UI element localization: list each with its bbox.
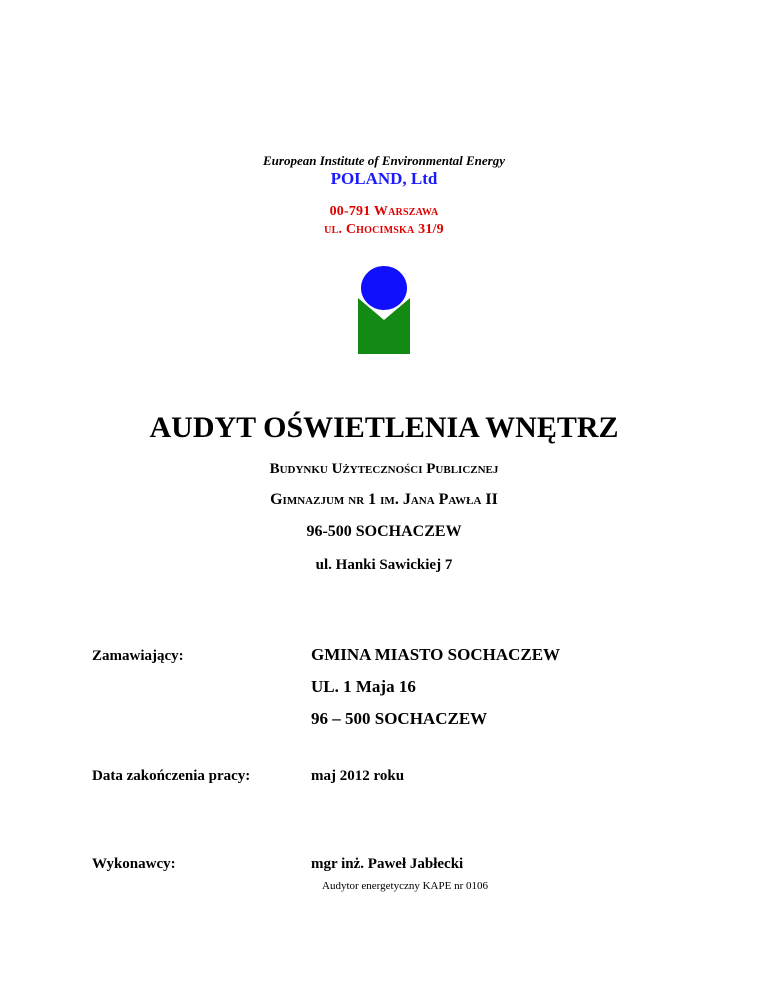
contractors-label: Wykonawcy:	[92, 856, 176, 872]
completion-label: Data zakończenia pracy:	[92, 768, 251, 784]
eiee-logo-icon	[358, 266, 410, 354]
client-city: 96 – 500 SOCHACZEW	[311, 709, 488, 728]
client-name: GMINA MIASTO SOCHACZEW	[311, 645, 561, 664]
client-label: Zamawiający:	[92, 648, 184, 664]
institute-name: European Institute of Environmental Energy	[263, 153, 505, 168]
institute-address-line1: 00-791 Warszawa	[329, 204, 439, 219]
institute-address-line2: ul. Chocimska 31/9	[324, 222, 444, 237]
document-city: 96-500 SOCHACZEW	[306, 523, 462, 540]
contractor-name: mgr inż. Paweł Jabłecki	[311, 856, 464, 872]
document-subtitle-building: Budynku Użyteczności Publicznej	[269, 461, 499, 477]
completion-value: maj 2012 roku	[311, 768, 405, 784]
contractor-note: Audytor energetyczny KAPE nr 0106	[322, 880, 488, 892]
institute-country-line: POLAND, Ltd	[330, 169, 438, 188]
document-subtitle-school: Gimnazjum nr 1 im. Jana Pawła II	[270, 491, 498, 508]
client-street: UL. 1 Maja 16	[311, 677, 416, 696]
document-title: AUDYT OŚWIETLENIA WNĘTRZ	[149, 411, 619, 444]
document-street: ul. Hanki Sawickiej 7	[315, 557, 453, 573]
